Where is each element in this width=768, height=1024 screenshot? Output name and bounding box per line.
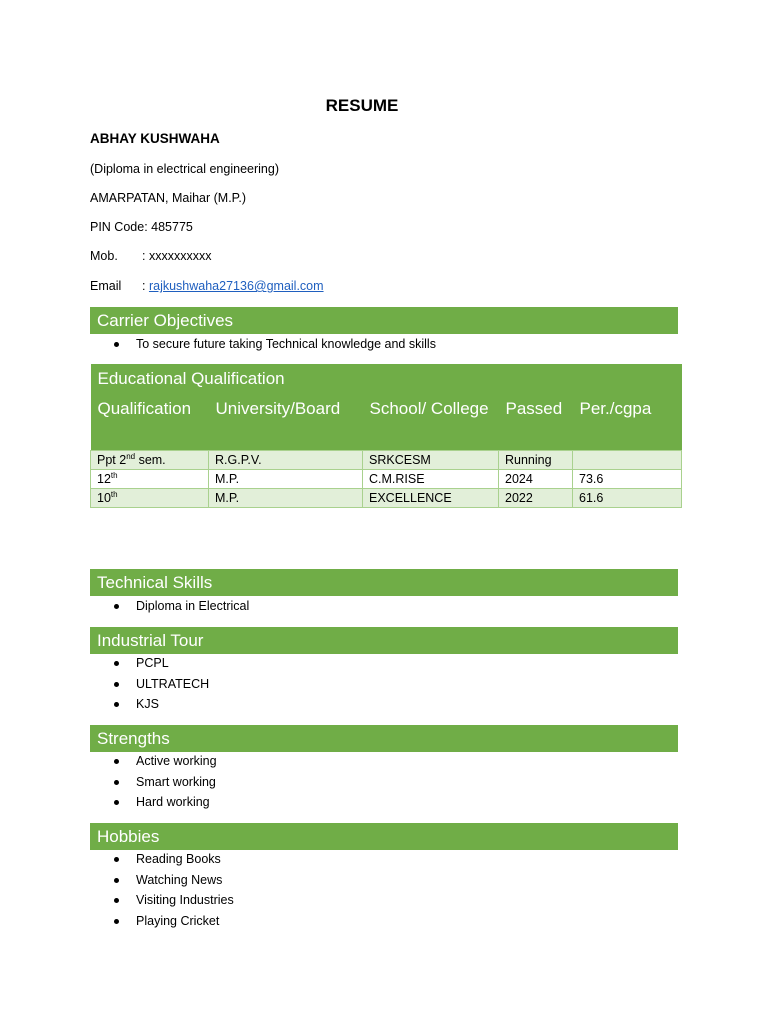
industrial-tour-list: [110, 653, 209, 715]
education-table: [90, 364, 682, 508]
mobile-value: : xxxxxxxxxx: [142, 249, 212, 263]
cell-school: SRKCESM: [363, 451, 499, 470]
cell-school: C.M.RISE: [363, 470, 499, 489]
pin-line: PIN Code: 485775: [90, 220, 193, 234]
cell-qualification: 10th: [91, 489, 209, 508]
table-row: [91, 470, 682, 489]
list-item: Watching News: [110, 870, 234, 891]
col-qualification: Qualification: [91, 392, 209, 451]
cell-school: EXCELLENCE: [363, 489, 499, 508]
col-score: Per./cgpa: [573, 392, 682, 451]
col-school: School/ College: [363, 392, 499, 451]
list-item: Reading Books: [110, 849, 234, 870]
degree-line: (Diploma in electrical engineering): [90, 162, 279, 176]
cell-board: M.P.: [209, 489, 363, 508]
list-item: KJS: [110, 694, 209, 715]
cell-score: 61.6: [573, 489, 682, 508]
list-item: Smart working: [110, 772, 217, 793]
education-heading: Educational Qualification: [91, 364, 682, 392]
list-item: Visiting Industries: [110, 890, 234, 911]
objectives-heading: Carrier Objectives: [90, 307, 678, 334]
strengths-list: [110, 751, 217, 813]
table-row: [91, 451, 682, 470]
cell-qualification: Ppt 2nd sem.: [91, 451, 209, 470]
list-item: Diploma in Electrical: [110, 596, 249, 617]
list-item: ULTRATECH: [110, 674, 209, 695]
email-line: [90, 279, 324, 293]
col-passed: Passed: [499, 392, 573, 451]
cell-passed: 2024: [499, 470, 573, 489]
list-item: Active working: [110, 751, 217, 772]
cell-qualification: 12th: [91, 470, 209, 489]
mobile-line: [90, 249, 211, 263]
cell-passed: Running: [499, 451, 573, 470]
list-item: Hard working: [110, 792, 217, 813]
col-university: University/Board: [209, 392, 363, 451]
document-title: RESUME: [325, 96, 399, 115]
list-item: To secure future taking Technical knowledge and skills: [110, 334, 436, 355]
table-row: [91, 489, 682, 508]
cell-board: R.G.P.V.: [209, 451, 363, 470]
cell-score: [573, 451, 682, 470]
technical-skills-heading: Technical Skills: [90, 569, 678, 596]
hobbies-heading: Hobbies: [90, 823, 678, 850]
hobbies-list: [110, 849, 234, 931]
cell-passed: 2022: [499, 489, 573, 508]
technical-skills-list: [110, 596, 249, 617]
cell-board: M.P.: [209, 470, 363, 489]
cell-score: 73.6: [573, 470, 682, 489]
list-item: Playing Cricket: [110, 911, 234, 932]
mobile-label: Mob.: [90, 249, 118, 263]
candidate-name: ABHAY KUSHWAHA: [90, 131, 220, 146]
objectives-list: [110, 334, 436, 355]
industrial-tour-heading: Industrial Tour: [90, 627, 678, 654]
strengths-heading: Strengths: [90, 725, 678, 752]
email-label: Email: [90, 279, 122, 293]
email-link[interactable]: rajkushwaha27136@gmail.com: [148, 279, 324, 293]
email-separator: :: [142, 279, 149, 293]
address-line: AMARPATAN, Maihar (M.P.): [90, 191, 247, 205]
list-item: PCPL: [110, 653, 209, 674]
